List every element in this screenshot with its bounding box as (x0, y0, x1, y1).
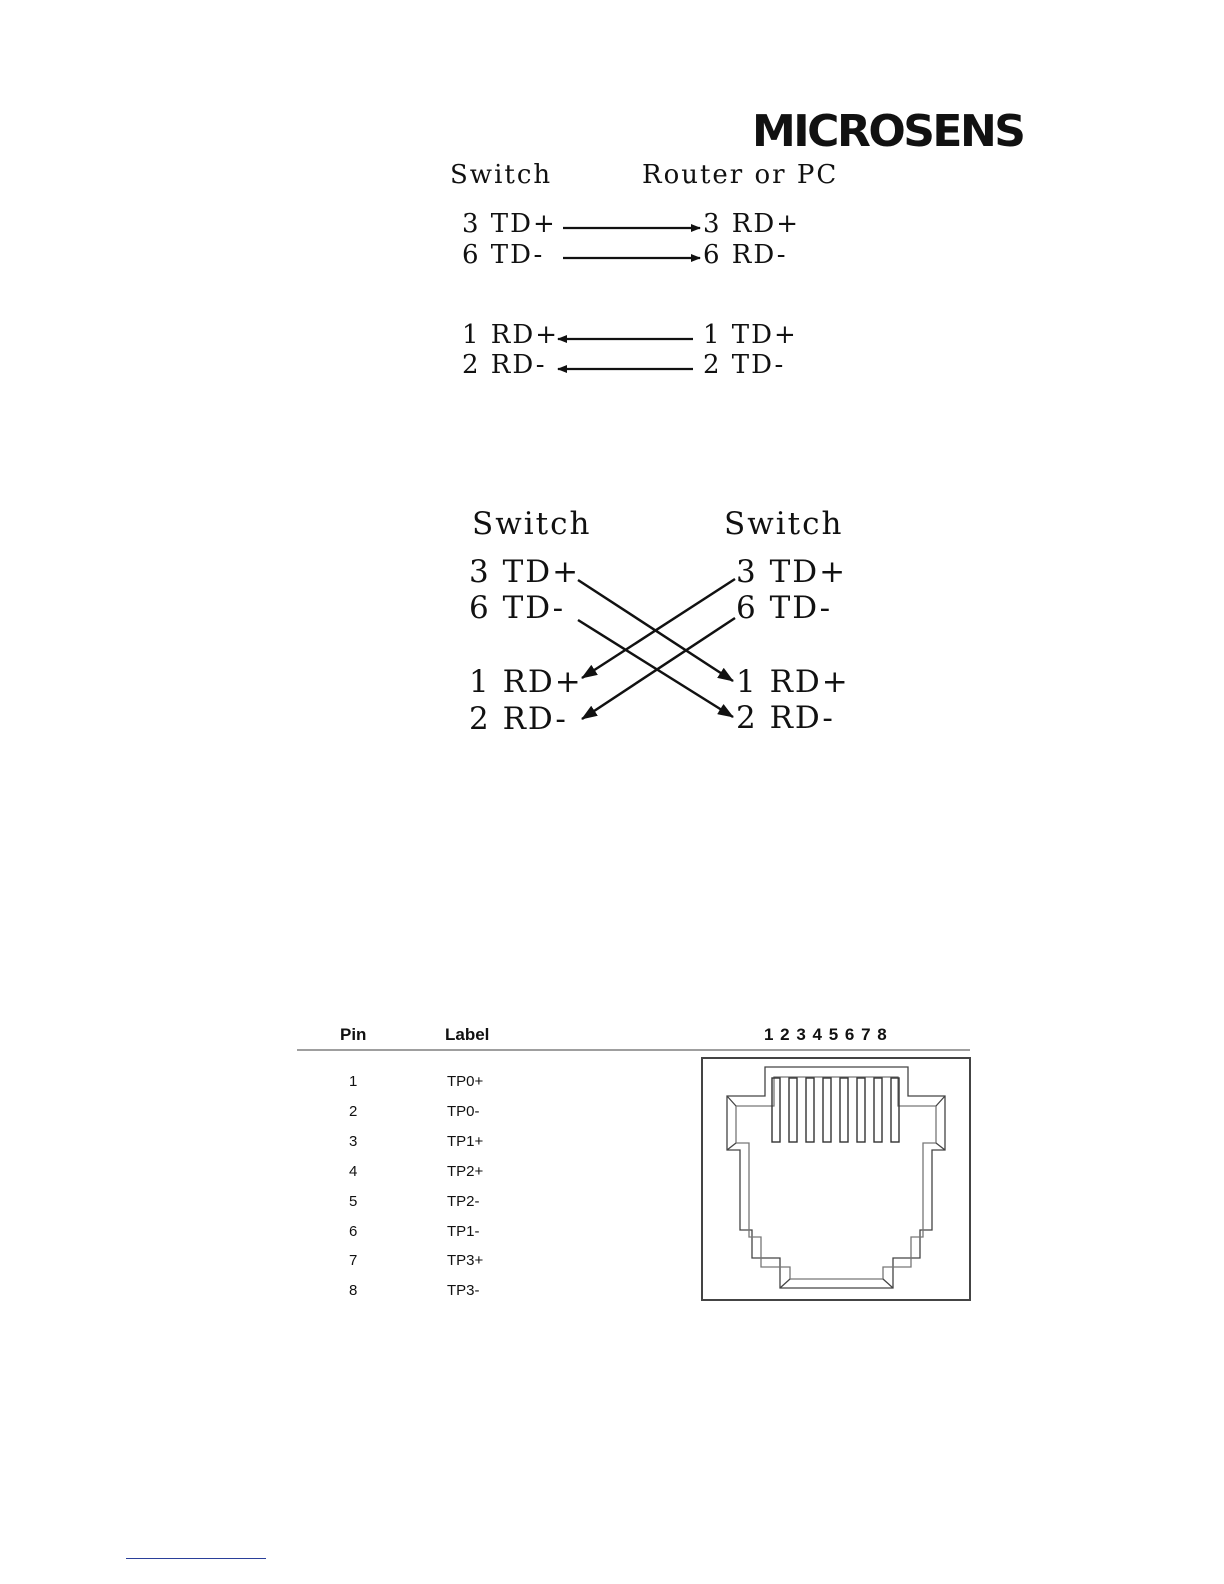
table-row-pin: 6 (349, 1223, 358, 1240)
crossover-arrows (578, 579, 735, 719)
table-row-label: TP2+ (447, 1163, 484, 1180)
cross-arrow-right-td-plus (582, 579, 735, 678)
table-row-label: TP2- (447, 1193, 480, 1210)
crossover-left-pin: 6 TD- (469, 590, 566, 626)
straight-right-title: Router or PC (642, 160, 839, 190)
crossover-left-pin: 1 RD+ (469, 664, 583, 700)
table-row-pin: 2 (349, 1103, 358, 1120)
crossover-right-pin: 6 TD- (736, 590, 833, 626)
rj45-connector-illustration (702, 1058, 970, 1300)
crossover-right-pin: 1 RD+ (736, 664, 850, 700)
crossover-right-pin: 2 RD- (736, 700, 835, 736)
label-column-header: Label (445, 1025, 490, 1044)
crossover-left-title: Switch (472, 506, 592, 542)
crossover-left-pin: 3 TD+ (469, 554, 581, 590)
table-row-label: TP0- (447, 1103, 480, 1120)
table-row-pin: 8 (349, 1282, 358, 1299)
straight-left-pin: 3 TD+ (462, 209, 557, 239)
pin-column-header: Pin (340, 1025, 367, 1044)
table-row-label: TP3- (447, 1282, 480, 1299)
table-row-label: TP1+ (447, 1133, 484, 1150)
footer-rule (126, 1558, 266, 1559)
straight-right-pin: 3 RD+ (703, 209, 801, 239)
straight-arrows (558, 228, 700, 369)
table-row-pin: 5 (349, 1193, 358, 1210)
straight-left-pin: 6 TD- (462, 240, 545, 270)
straight-right-pin: 6 RD- (703, 240, 788, 270)
straight-right-pin: 1 TD+ (703, 320, 798, 350)
table-row-pin: 1 (349, 1073, 358, 1090)
crossover-left-pin: 2 RD- (469, 701, 568, 737)
connector-pin-numbers: 1 2 3 4 5 6 7 8 (764, 1025, 888, 1044)
table-row-pin: 7 (349, 1252, 358, 1269)
table-row-pin: 3 (349, 1133, 358, 1150)
table-row-label: TP3+ (447, 1252, 484, 1269)
crossover-right-title: Switch (724, 506, 844, 542)
crossover-right-pin: 3 TD+ (736, 554, 848, 590)
table-row-label: TP1- (447, 1223, 480, 1240)
straight-right-pin: 2 TD- (703, 350, 786, 380)
straight-left-pin: 2 RD- (462, 350, 547, 380)
microsens-logo: MICROSENS (752, 106, 1024, 157)
table-row-pin: 4 (349, 1163, 358, 1180)
straight-left-pin: 1 RD+ (462, 320, 560, 350)
straight-left-title: Switch (450, 160, 553, 190)
table-row-label: TP0+ (447, 1073, 484, 1090)
